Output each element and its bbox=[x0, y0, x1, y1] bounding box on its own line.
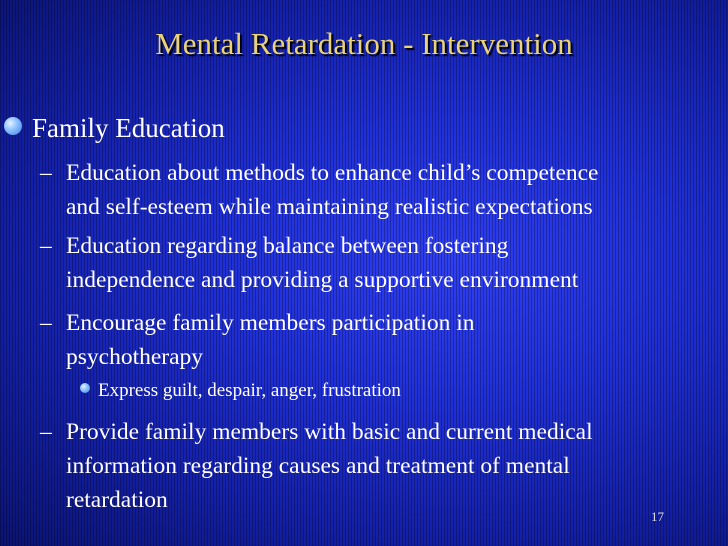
sub-bullet-line: Education about methods to enhance child’s competence bbox=[66, 160, 599, 186]
sub-bullet-line: Education regarding balance between fostering bbox=[66, 233, 509, 259]
sub-bullet-line: and self-esteem while maintaining realistic expectations bbox=[66, 194, 593, 220]
small-bullet-dot-icon bbox=[80, 383, 90, 393]
sub-bullet-line: independence and providing a supportive environment bbox=[66, 267, 579, 293]
sub-bullet-3 bbox=[40, 306, 728, 374]
sub-bullet-line: psychotherapy bbox=[66, 344, 204, 370]
sub-bullet-1 bbox=[40, 156, 728, 224]
dash-icon: – bbox=[40, 419, 52, 445]
dash-icon: – bbox=[40, 233, 52, 259]
slide-title: Mental Retardation - Intervention bbox=[155, 26, 573, 61]
sub-sub-bullet-label: Express guilt, despair, anger, frustration bbox=[98, 380, 401, 401]
sub-bullet-2 bbox=[40, 229, 728, 297]
dash-icon: – bbox=[40, 160, 52, 186]
sub-sub-bullet bbox=[80, 380, 401, 402]
bullet-label: Family Education bbox=[32, 113, 225, 143]
bullet-family-education bbox=[4, 113, 225, 144]
bullet-dot-icon bbox=[4, 117, 22, 135]
page-number: 17 bbox=[651, 509, 664, 524]
dash-icon: – bbox=[40, 310, 52, 336]
sub-bullet-line: Encourage family members participation in bbox=[66, 310, 475, 336]
sub-bullet-line: retardation bbox=[66, 487, 168, 513]
sub-bullet-line: information regarding causes and treatment of mental bbox=[66, 453, 570, 479]
sub-bullet-line: Provide family members with basic and current medical bbox=[66, 419, 593, 445]
sub-bullet-4 bbox=[40, 415, 728, 517]
